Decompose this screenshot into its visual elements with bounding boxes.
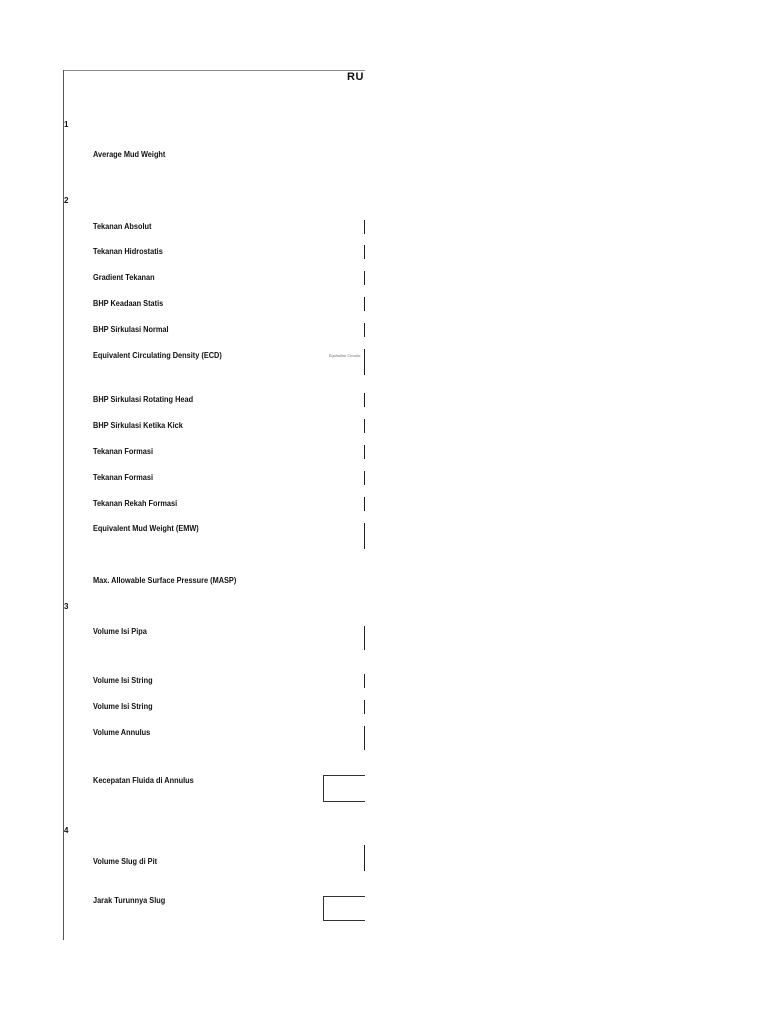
value-cell-border: [364, 220, 365, 234]
value-cell-border: [364, 297, 365, 311]
row-label-tekanan-formasi-1: Tekanan Formasi: [93, 447, 154, 456]
row-label-bhp-sirkulasi-ketika-kick: BHP Sirkulasi Ketika Kick: [93, 421, 183, 430]
value-cell-border: [364, 674, 365, 688]
value-cell-border: [364, 626, 365, 650]
row-label-bhp-keadaan-statis: BHP Keadaan Statis: [93, 299, 164, 308]
row-label-kecepatan-fluida: Kecepatan Fluida di Annulus: [93, 776, 194, 785]
row-label-volume-annulus: Volume Annulus: [93, 728, 151, 737]
row-label-bhp-sirkulasi-normal: BHP Sirkulasi Normal: [93, 325, 169, 334]
row-label-masp: Max. Allowable Surface Pressure (MASP): [93, 576, 237, 585]
row-label-tekanan-rekah-formasi: Tekanan Rekah Formasi: [93, 499, 178, 508]
value-cell-border: [364, 726, 365, 750]
row-label-tekanan-formasi-2: Tekanan Formasi: [93, 473, 154, 482]
section-number-1: 1: [64, 120, 69, 129]
row-label-volume-slug: Volume Slug di Pit: [93, 857, 158, 866]
page-title: RU: [347, 71, 364, 83]
value-cell-border: [364, 271, 365, 285]
section-number-2: 2: [64, 196, 69, 205]
row-label-average-mud-weight: Average Mud Weight: [93, 150, 166, 159]
row-label-jarak-turunnya-slug: Jarak Turunnya Slug: [93, 896, 166, 905]
value-cell-border: [364, 349, 365, 375]
value-cell-border: [364, 523, 365, 549]
value-cell-border: [364, 497, 365, 511]
row-label-volume-isi-pipa: Volume Isi Pipa: [93, 627, 147, 636]
value-cell-border: [364, 471, 365, 485]
value-cell-border: [364, 245, 365, 259]
value-cell-border: [364, 700, 365, 714]
value-cell-border: [364, 323, 365, 337]
row-label-gradient-tekanan: Gradient Tekanan: [93, 273, 155, 282]
row-label-bhp-sirkulasi-rotating-head: BHP Sirkulasi Rotating Head: [93, 395, 194, 404]
ecd-note: Equivalent Circulat: [329, 353, 361, 358]
value-cell-border: [364, 445, 365, 459]
row-label-tekanan-absolut: Tekanan Absolut: [93, 222, 152, 231]
value-box-jarak-turunnya-slug: [323, 896, 365, 921]
section-number-3: 3: [64, 602, 69, 611]
row-label-ecd: Equivalent Circulating Density (ECD): [93, 351, 222, 360]
row-label-volume-isi-string-2: Volume Isi String: [93, 702, 153, 711]
page-top-border: [63, 70, 365, 71]
value-cell-border: [364, 419, 365, 433]
section-number-4: 4: [64, 826, 69, 835]
value-cell-border: [364, 393, 365, 407]
row-label-emw: Equivalent Mud Weight (EMW): [93, 524, 199, 533]
value-cell-border: [364, 845, 365, 871]
value-box-kecepatan-fluida: [323, 775, 365, 802]
row-label-volume-isi-string-1: Volume Isi String: [93, 676, 153, 685]
row-label-tekanan-hidrostatis: Tekanan Hidrostatis: [93, 247, 163, 256]
